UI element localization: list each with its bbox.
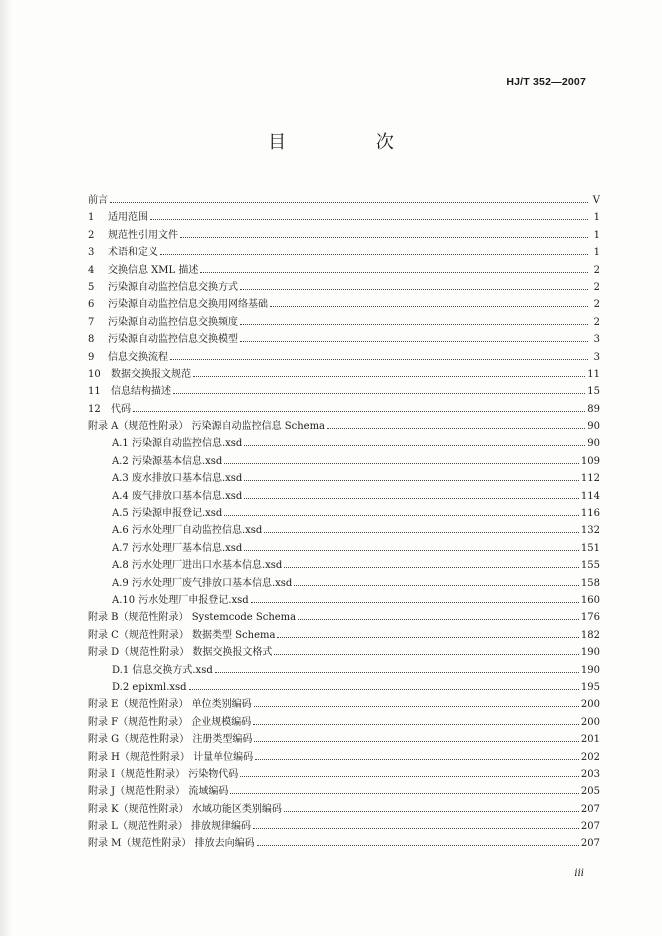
- toc-entry-page: 2: [593, 316, 600, 328]
- toc-entry[interactable]: [88, 696, 600, 713]
- toc-entry-number: 12: [88, 403, 101, 415]
- toc-entry[interactable]: [88, 192, 600, 209]
- toc-entry-label: A.5 污染源申报登记.xsd: [112, 508, 223, 520]
- toc-entry-label: D.1 信息交换方式.xsd: [112, 664, 213, 676]
- toc-entry[interactable]: [88, 557, 600, 574]
- toc-dot-leader: [240, 341, 588, 342]
- toc-entry-page: 207: [580, 821, 600, 833]
- toc-entry-label: 附录 C（规范性附录） 数据类型 Schema: [88, 629, 276, 641]
- toc-entry-page: 200: [580, 699, 600, 711]
- toc-entry-page: 3: [593, 334, 600, 346]
- toc-entry-label: 适用范围: [108, 212, 148, 224]
- toc-entry-page: 176: [580, 612, 600, 624]
- toc-entry-label: 交换信息 XML 描述: [108, 264, 199, 276]
- toc-entry[interactable]: [88, 801, 600, 818]
- toc-entry[interactable]: [88, 749, 600, 766]
- toc-entry-label: D.2 epixml.xsd: [112, 681, 187, 693]
- toc-entry[interactable]: [88, 314, 600, 331]
- toc-dot-leader: [170, 359, 588, 360]
- toc-dot-leader: [180, 237, 588, 238]
- toc-dot-leader: [294, 585, 579, 586]
- toc-entry-label: 附录 D（规范性附录） 数据交换报文格式: [88, 647, 273, 659]
- page-title: 目 次: [268, 132, 436, 153]
- toc-entry-label: 附录 J（规范性附录） 流域编码: [88, 786, 229, 798]
- toc-entry[interactable]: [88, 401, 600, 418]
- toc-entry-label: 规范性引用文件: [108, 229, 178, 241]
- toc-entry-label: 附录 M（规范性附录） 排放去向编码: [88, 838, 255, 850]
- toc-entry-number: 8: [88, 334, 95, 346]
- toc-entry-page: 132: [580, 525, 600, 537]
- toc-entry-page: 90: [587, 421, 600, 433]
- toc-entry-label: A.6 污水处理厂自动监控信息.xsd: [112, 525, 263, 537]
- toc-entry-page: 155: [580, 560, 600, 572]
- toc-entry-number: 5: [88, 281, 95, 293]
- toc-entry-page: 1: [593, 229, 600, 241]
- toc-entry[interactable]: [88, 766, 600, 783]
- toc-entry-label: 污染源自动监控信息交换方式: [108, 281, 238, 293]
- toc-dot-leader: [251, 602, 579, 603]
- toc-dot-leader: [240, 289, 588, 290]
- toc-dot-leader: [224, 515, 579, 516]
- toc-entry-number: 4: [88, 264, 95, 276]
- toc-entry-label: 污染源自动监控信息交换用网络基础: [108, 299, 268, 311]
- toc-entry[interactable]: [88, 453, 600, 470]
- toc-entry[interactable]: [88, 366, 600, 383]
- toc-dot-leader: [254, 741, 579, 742]
- toc-entry-number: 6: [88, 299, 95, 311]
- table-of-contents: [88, 192, 600, 853]
- toc-entry-page: 160: [580, 594, 600, 606]
- toc-entry[interactable]: [88, 731, 600, 748]
- toc-entry-page: 3: [593, 351, 600, 363]
- toc-entry-page: 202: [580, 751, 600, 763]
- toc-dot-leader: [215, 672, 579, 673]
- toc-entry-label: 附录 I（规范性附录） 污染物代码: [88, 768, 239, 780]
- toc-entry[interactable]: [88, 714, 600, 731]
- toc-dot-leader: [160, 254, 588, 255]
- toc-entry-page: 203: [580, 768, 600, 780]
- toc-dot-leader: [133, 411, 585, 412]
- toc-dot-leader: [200, 272, 588, 273]
- standard-number: HJ/T 352—2007: [506, 76, 586, 88]
- toc-entry-page: 182: [580, 629, 600, 641]
- toc-entry[interactable]: [88, 279, 600, 296]
- toc-entry[interactable]: [88, 262, 600, 279]
- toc-entry-label: A.7 污水处理厂基本信息.xsd: [112, 542, 243, 554]
- toc-entry-page: 116: [580, 508, 600, 520]
- toc-entry-page: 11: [587, 368, 600, 380]
- toc-dot-leader: [255, 759, 579, 760]
- toc-entry-label: 附录 H（规范性附录） 计量单位编码: [88, 751, 254, 763]
- toc-entry-page: 207: [580, 803, 600, 815]
- toc-entry-page: 195: [580, 681, 600, 693]
- toc-entry-label: 数据交换报文规范: [111, 368, 191, 380]
- toc-entry-label: 附录 A（规范性附录） 污染源自动监控信息 Schema: [88, 421, 326, 433]
- toc-entry-number: 1: [88, 212, 95, 224]
- toc-entry-label: A.3 废水排放口基本信息.xsd: [112, 473, 243, 485]
- toc-entry-page: 15: [587, 386, 600, 398]
- toc-entry-label: A.1 污染源自动监控信息.xsd: [112, 438, 243, 450]
- toc-entry-label: 附录 K（规范性附录） 水域功能区类别编码: [88, 803, 282, 815]
- toc-entry-page: 201: [580, 734, 600, 746]
- toc-dot-leader: [264, 532, 579, 533]
- toc-entry-number: 7: [88, 316, 95, 328]
- toc-entry-page: 205: [580, 786, 600, 798]
- toc-entry-page: 1: [593, 247, 600, 259]
- page-number: iii: [574, 868, 584, 879]
- toc-entry-page: 158: [580, 577, 600, 589]
- toc-dot-leader: [254, 706, 579, 707]
- toc-entry-label: 信息交换流程: [108, 351, 168, 363]
- toc-entry[interactable]: [88, 331, 600, 348]
- toc-dot-leader: [274, 654, 579, 655]
- toc-entry[interactable]: [88, 644, 600, 661]
- toc-dot-leader: [284, 567, 579, 568]
- toc-entry-label: 附录 F（规范性附录） 企业规模编码: [88, 716, 252, 728]
- toc-dot-leader: [244, 480, 579, 481]
- toc-entry[interactable]: [88, 227, 600, 244]
- toc-dot-leader: [150, 219, 588, 220]
- toc-dot-leader: [173, 393, 585, 394]
- toc-dot-leader: [284, 811, 579, 812]
- toc-dot-leader: [253, 724, 579, 725]
- toc-dot-leader: [230, 793, 579, 794]
- toc-dot-leader: [298, 619, 579, 620]
- toc-entry-page: 207: [580, 838, 600, 850]
- toc-entry-label: 信息结构描述: [111, 386, 171, 398]
- toc-entry[interactable]: [88, 609, 600, 626]
- toc-entry-number: 10: [88, 368, 101, 380]
- toc-entry-page: 89: [587, 403, 600, 415]
- toc-dot-leader: [257, 845, 579, 846]
- toc-entry-label: 附录 G（规范性附录） 注册类型编码: [88, 734, 253, 746]
- toc-entry[interactable]: [88, 349, 600, 366]
- toc-entry-page: 2: [593, 281, 600, 293]
- toc-entry[interactable]: [88, 592, 600, 609]
- toc-dot-leader: [327, 428, 585, 429]
- toc-entry-page: 2: [593, 299, 600, 311]
- toc-entry[interactable]: [88, 818, 600, 835]
- toc-entry[interactable]: [88, 244, 600, 261]
- toc-entry[interactable]: [88, 296, 600, 313]
- toc-entry[interactable]: [88, 488, 600, 505]
- toc-dot-leader: [253, 828, 579, 829]
- toc-entry[interactable]: [88, 209, 600, 226]
- toc-dot-leader: [189, 689, 579, 690]
- toc-entry-page: 2: [593, 264, 600, 276]
- toc-dot-leader: [270, 306, 588, 307]
- toc-entry[interactable]: [88, 679, 600, 696]
- toc-dot-leader: [240, 776, 579, 777]
- toc-entry-label: 代码: [111, 403, 131, 415]
- toc-entry-label: A.10 污水处理厂申报登记.xsd: [112, 594, 249, 606]
- toc-entry-page: 190: [580, 664, 600, 676]
- toc-dot-leader: [244, 445, 585, 446]
- toc-entry-label: A.8 污水处理厂进出口水基本信息.xsd: [112, 560, 283, 572]
- toc-dot-leader: [244, 498, 579, 499]
- toc-entry-page: 200: [580, 716, 600, 728]
- toc-entry-label: 附录 L（规范性附录） 排放规律编码: [88, 821, 251, 833]
- toc-dot-leader: [193, 376, 585, 377]
- toc-entry-page: 90: [587, 438, 600, 450]
- toc-dot-leader: [224, 463, 579, 464]
- toc-entry[interactable]: [88, 505, 600, 522]
- toc-entry[interactable]: [88, 522, 600, 539]
- toc-entry[interactable]: [88, 383, 600, 400]
- toc-entry[interactable]: [88, 783, 600, 800]
- toc-entry-number: 9: [88, 351, 95, 363]
- toc-entry[interactable]: [88, 470, 600, 487]
- toc-entry-label: A.4 废气排放口基本信息.xsd: [112, 490, 243, 502]
- toc-dot-leader: [244, 550, 579, 551]
- toc-entry[interactable]: [88, 662, 600, 679]
- toc-entry-page: 114: [580, 490, 600, 502]
- toc-entry-label: 附录 E（规范性附录） 单位类别编码: [88, 699, 252, 711]
- toc-entry[interactable]: [88, 627, 600, 644]
- toc-entry-page: 151: [580, 542, 600, 554]
- toc-entry-page: 112: [580, 473, 600, 485]
- toc-entry-label: 污染源自动监控信息交换频度: [108, 316, 238, 328]
- toc-entry-label: 术语和定义: [108, 247, 158, 259]
- toc-entry[interactable]: [88, 575, 600, 592]
- toc-entry-label: A.9 污水处理厂废气排放口基本信息.xsd: [112, 577, 293, 589]
- toc-entry-label: 污染源自动监控信息交换模型: [108, 334, 238, 346]
- toc-dot-leader: [277, 637, 578, 638]
- toc-entry[interactable]: [88, 835, 600, 852]
- toc-dot-leader: [110, 202, 588, 203]
- toc-entry-page: 109: [580, 455, 600, 467]
- toc-entry-page: 190: [580, 647, 600, 659]
- toc-entry[interactable]: [88, 418, 600, 435]
- toc-entry-label: A.2 污染源基本信息.xsd: [112, 455, 223, 467]
- toc-entry[interactable]: [88, 540, 600, 557]
- toc-entry-number: 3: [88, 247, 95, 259]
- toc-entry-number: 2: [88, 229, 95, 241]
- toc-dot-leader: [240, 324, 588, 325]
- toc-entry-number: 11: [88, 386, 101, 398]
- toc-entry-page: V: [592, 195, 600, 206]
- toc-entry-page: 1: [593, 212, 600, 224]
- toc-entry-label: 附录 B（规范性附录） Systemcode Schema: [88, 612, 297, 624]
- toc-entry-label: 前言: [88, 195, 108, 206]
- toc-entry[interactable]: [88, 435, 600, 452]
